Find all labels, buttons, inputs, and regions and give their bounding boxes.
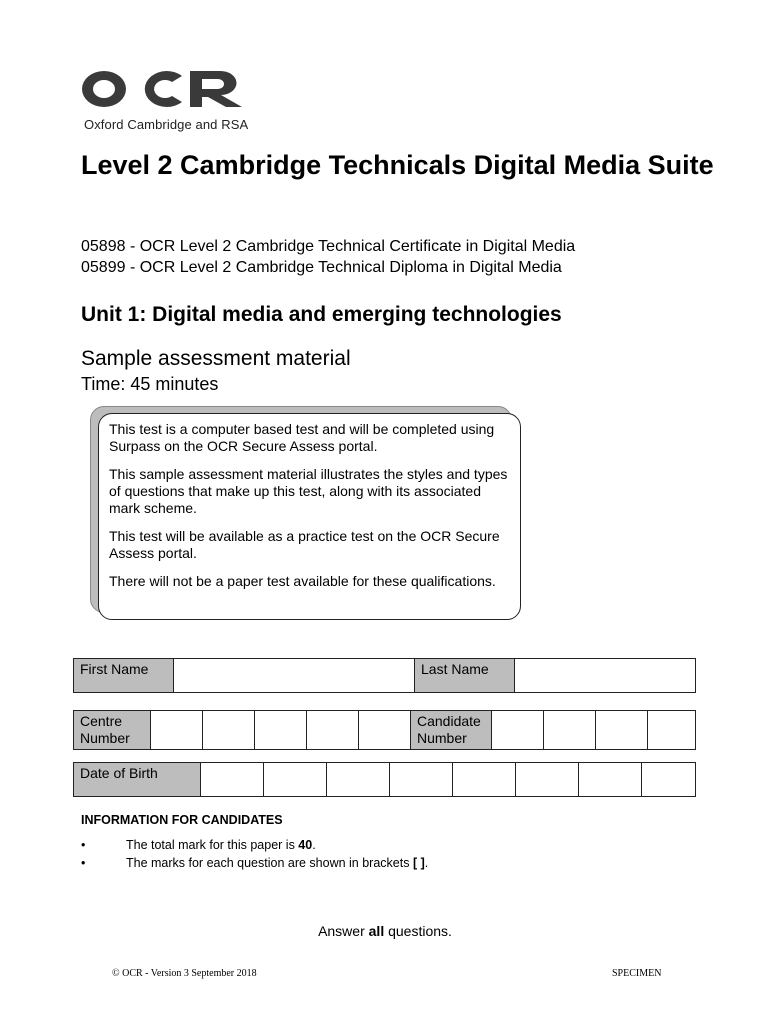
candidate-label-line: Number — [417, 730, 467, 746]
centre-number-digit[interactable] — [203, 711, 255, 750]
notice-paragraph: There will not be a paper test available for these qualifications. — [109, 573, 496, 589]
bullet-icon: • — [81, 856, 86, 870]
bullet-icon: • — [81, 838, 86, 852]
ocr-wordmark-o-icon — [82, 71, 126, 107]
qualification-code-line: 05899 - OCR Level 2 Cambridge Technical Diploma in Digital Media — [81, 259, 562, 276]
centre-number-digit[interactable] — [151, 711, 203, 750]
dob-label: Date of Birth — [74, 763, 201, 797]
name-table — [73, 658, 696, 693]
ocr-wordmark-c-icon — [145, 71, 182, 107]
dob-digit[interactable] — [516, 763, 579, 797]
dob-digit[interactable] — [579, 763, 642, 797]
centre-number-digit[interactable] — [307, 711, 359, 750]
text-span: Answer — [318, 923, 369, 939]
dob-table — [73, 762, 696, 797]
first-name-field[interactable] — [174, 659, 415, 693]
ocr-logo — [80, 66, 250, 116]
candidate-number-digit[interactable] — [596, 711, 648, 750]
notice-paragraph: This test will be available as a practice test on the OCR Secure Assess portal. — [109, 528, 500, 561]
dob-digit[interactable] — [390, 763, 453, 797]
unit-title: Unit 1: Digital media and emerging technologies — [81, 303, 562, 326]
text-span: questions. — [384, 923, 452, 939]
time-allowed: Time: 45 minutes — [81, 374, 219, 394]
candidate-number-label — [411, 711, 492, 750]
footer-copyright: © OCR - Version 3 September 2018 — [112, 968, 257, 979]
text-span: The marks for each question are shown in brackets — [126, 856, 413, 870]
last-name-label: Last Name — [415, 659, 515, 693]
info-heading: INFORMATION FOR CANDIDATES — [81, 813, 283, 827]
dob-digit[interactable] — [201, 763, 264, 797]
centre-number-label — [74, 711, 151, 750]
centre-number-digit[interactable] — [359, 711, 411, 750]
last-name-field[interactable] — [515, 659, 696, 693]
candidate-label-line: Candidate — [417, 713, 481, 729]
list-item-text — [126, 836, 316, 854]
number-table — [73, 710, 696, 750]
bold-span: [ ] — [412, 856, 425, 870]
centre-label-line: Centre — [80, 713, 123, 729]
qualification-code-line: 05898 - OCR Level 2 Cambridge Technical Certificate in Digital Media — [81, 238, 576, 255]
sample-heading: Sample assessment material — [81, 347, 351, 370]
dob-digit[interactable] — [264, 763, 327, 797]
notice-box — [98, 413, 521, 620]
logo-subtitle: Oxford Cambridge and RSA — [84, 117, 249, 132]
list-item-text — [126, 854, 428, 872]
centre-number-digit[interactable] — [255, 711, 307, 750]
text-span: The total mark for this paper is — [126, 838, 299, 852]
dob-digit[interactable] — [327, 763, 390, 797]
bold-span: all — [368, 923, 385, 939]
candidate-number-digit[interactable] — [648, 711, 696, 750]
dob-digit[interactable] — [642, 763, 696, 797]
text-span: . — [424, 856, 429, 870]
answer-instruction — [0, 923, 770, 939]
ocr-wordmark-r-icon — [190, 71, 242, 107]
notice-paragraph: This sample assessment material illustrates the styles and types of questions that make up this test, along with its associated mark scheme. — [109, 466, 508, 516]
notice-paragraph: This test is a computer based test and will be completed using Surpass on the OCR Secure Assess portal. — [109, 421, 495, 454]
candidate-number-digit[interactable] — [544, 711, 596, 750]
document-title: Level 2 Cambridge Technicals Digital Media Suite — [81, 150, 714, 180]
candidate-number-digit[interactable] — [492, 711, 544, 750]
centre-label-line: Number — [80, 730, 130, 746]
bold-span: 40 — [298, 838, 313, 852]
qualification-codes — [81, 236, 575, 278]
dob-digit[interactable] — [453, 763, 516, 797]
text-span: . — [312, 838, 316, 852]
footer-specimen: SPECIMEN — [612, 968, 662, 979]
first-name-label: First Name — [74, 659, 174, 693]
